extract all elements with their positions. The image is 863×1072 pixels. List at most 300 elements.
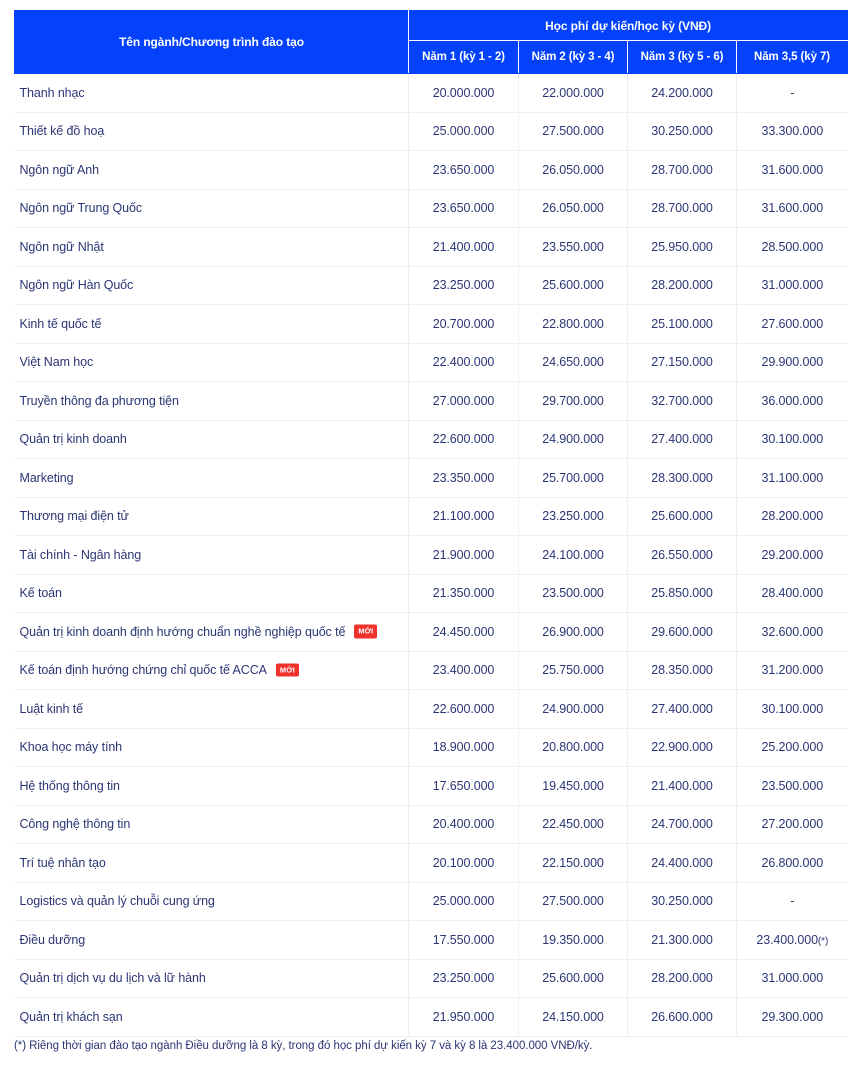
fee-year-3-5-cell xyxy=(737,921,848,960)
fee-year-3-5-cell xyxy=(737,882,848,921)
fee-year-2-cell xyxy=(519,343,628,382)
fee-year-3-cell xyxy=(628,651,737,690)
program-name-cell xyxy=(15,574,409,613)
fee-value: 31.200.000 xyxy=(761,663,824,678)
program-name-label: Ngôn ngữ Nhật xyxy=(19,239,104,254)
program-name-label: Thương mại điện tử xyxy=(19,509,129,524)
program-name-cell xyxy=(15,536,409,575)
program-name-cell xyxy=(15,844,409,883)
fee-year-3-5-cell xyxy=(737,420,848,459)
fee-year-2-cell xyxy=(519,266,628,305)
fee-year-3-5-cell xyxy=(737,228,848,267)
program-name-label: Tài chính - Ngân hàng xyxy=(19,547,142,562)
fee-value: 29.900.000 xyxy=(761,355,824,370)
program-name-wrapper xyxy=(20,663,409,677)
program-name-cell xyxy=(15,805,409,844)
fee-value: 24.650.000 xyxy=(542,355,604,370)
table-row xyxy=(15,574,848,613)
fee-value: 26.900.000 xyxy=(542,624,604,639)
fee-value: 22.450.000 xyxy=(542,817,604,832)
fee-year-1-cell xyxy=(409,497,519,536)
fee-year-1-cell xyxy=(409,305,519,344)
fee-year-3-5-cell xyxy=(737,382,848,421)
program-name-cell xyxy=(15,382,409,421)
table-row xyxy=(15,497,848,536)
fee-year-1-cell xyxy=(409,921,519,960)
fee-year-3-5-cell xyxy=(737,767,848,806)
fee-year-3-5-cell xyxy=(737,112,848,151)
fee-value: 25.200.000 xyxy=(761,740,824,755)
fee-year-1-cell xyxy=(409,767,519,806)
table-row xyxy=(15,690,848,729)
program-name-wrapper xyxy=(20,355,409,369)
fee-year-3-5-cell xyxy=(737,651,848,690)
header-year-2: Năm 2 (kỳ 3 - 4) xyxy=(519,41,628,74)
fee-value: 27.200.000 xyxy=(761,817,824,832)
fee-year-3-5-cell xyxy=(737,805,848,844)
program-name-wrapper xyxy=(20,702,409,716)
fee-year-3-cell xyxy=(628,382,737,421)
fee-year-1-cell xyxy=(409,882,519,921)
program-name-cell xyxy=(15,921,409,960)
fee-value: 24.900.000 xyxy=(542,432,604,447)
fee-value: 23.250.000 xyxy=(432,278,495,293)
fee-year-2-cell xyxy=(519,805,628,844)
fee-year-3-cell xyxy=(628,459,737,498)
fee-value: 24.700.000 xyxy=(651,817,713,832)
fee-year-3-cell xyxy=(628,343,737,382)
fee-value: 23.250.000 xyxy=(542,509,604,524)
fee-year-1-cell xyxy=(409,382,519,421)
fee-year-3-cell xyxy=(628,228,737,267)
fee-value: 28.400.000 xyxy=(761,586,824,601)
program-name-label: Việt Nam học xyxy=(19,355,94,370)
fee-year-1-cell xyxy=(409,112,519,151)
fee-year-3-cell xyxy=(628,728,737,767)
fee-year-3-5-cell xyxy=(737,266,848,305)
fee-year-2-cell xyxy=(519,651,628,690)
fee-year-1-cell xyxy=(409,574,519,613)
table-row xyxy=(15,151,848,190)
fee-year-1-cell xyxy=(409,536,519,575)
program-name-label: Thiết kế đồ hoạ xyxy=(19,124,105,139)
program-name-cell xyxy=(15,112,409,151)
fee-year-2-cell xyxy=(519,767,628,806)
fee-year-3-5-cell xyxy=(737,998,848,1037)
program-name-cell xyxy=(15,690,409,729)
fee-year-2-cell xyxy=(519,459,628,498)
program-name-cell xyxy=(15,74,409,113)
table-row xyxy=(15,728,848,767)
fee-year-3-cell xyxy=(628,420,737,459)
table-row xyxy=(15,74,848,113)
fee-value: 23.650.000 xyxy=(432,201,495,216)
program-name-wrapper xyxy=(20,471,409,485)
fee-value: 28.500.000 xyxy=(761,239,824,254)
fee-year-3-cell xyxy=(628,998,737,1037)
program-name-wrapper xyxy=(20,856,409,870)
fee-year-3-5-cell xyxy=(737,343,848,382)
fee-year-3-cell xyxy=(628,497,737,536)
fee-value: 22.150.000 xyxy=(542,855,604,870)
program-name-wrapper xyxy=(20,509,409,523)
table-row xyxy=(15,459,848,498)
program-name-label: Quản trị kinh doanh xyxy=(19,432,127,447)
fee-value: 26.800.000 xyxy=(761,855,824,870)
fee-year-2-cell xyxy=(519,112,628,151)
fee-year-2-cell xyxy=(519,844,628,883)
fee-value: 31.100.000 xyxy=(761,470,824,485)
fee-year-1-cell xyxy=(409,959,519,998)
fee-year-3-5-cell xyxy=(737,189,848,228)
fee-year-3-5-cell xyxy=(737,959,848,998)
program-name-cell xyxy=(15,882,409,921)
fee-value: 30.100.000 xyxy=(761,432,824,447)
fee-value: 25.000.000 xyxy=(432,124,495,139)
program-name-wrapper xyxy=(20,1010,409,1024)
fee-value: 30.250.000 xyxy=(651,894,713,909)
fee-year-3-5-cell xyxy=(737,613,848,652)
program-name-label: Marketing xyxy=(19,470,74,485)
fee-year-1-cell xyxy=(409,266,519,305)
new-badge: MỚI xyxy=(354,625,377,639)
table-row xyxy=(15,266,848,305)
header-row-group xyxy=(15,11,848,41)
table-row xyxy=(15,767,848,806)
table-body xyxy=(15,74,848,1037)
fee-value: 25.700.000 xyxy=(542,470,604,485)
program-name-wrapper xyxy=(20,86,409,100)
program-name-wrapper xyxy=(20,779,409,793)
fee-value: 18.900.000 xyxy=(432,740,495,755)
fee-value: 29.200.000 xyxy=(761,547,824,562)
fee-value: 25.600.000 xyxy=(651,509,713,524)
fee-year-1-cell xyxy=(409,151,519,190)
fee-year-3-cell xyxy=(628,805,737,844)
program-name-cell xyxy=(15,343,409,382)
fee-year-2-cell xyxy=(519,189,628,228)
header-year-3-5: Năm 3,5 (kỳ 7) xyxy=(737,41,848,74)
header-program-name: Tên ngành/Chương trình đào tạo xyxy=(15,11,409,74)
fee-year-2-cell xyxy=(519,690,628,729)
fee-year-3-cell xyxy=(628,574,737,613)
fee-value: 21.350.000 xyxy=(432,586,495,601)
footnote: (*) Riêng thời gian đào tạo ngành Điều dưỡng là 8 kỳ, trong đó học phí dự kiến kỳ 7 và kỳ 8 là 23.400.000 VNĐ/kỳ. xyxy=(14,1040,593,1052)
fee-year-2-cell xyxy=(519,497,628,536)
program-name-wrapper xyxy=(20,124,409,138)
fee-year-1-cell xyxy=(409,651,519,690)
header-year-1: Năm 1 (kỳ 1 - 2) xyxy=(409,41,519,74)
fee-year-3-cell xyxy=(628,844,737,883)
fee-year-1-cell xyxy=(409,343,519,382)
fee-value: 28.300.000 xyxy=(651,470,713,485)
fee-year-2-cell xyxy=(519,151,628,190)
fee-year-1-cell xyxy=(409,74,519,113)
fee-year-3-5-cell xyxy=(737,690,848,729)
program-name-cell xyxy=(15,151,409,190)
fee-value: 26.050.000 xyxy=(542,201,604,216)
fee-value: 23.400.000 xyxy=(756,932,818,947)
program-name-label: Công nghệ thông tin xyxy=(19,817,131,832)
header-year-3: Năm 3 (kỳ 5 - 6) xyxy=(628,41,737,74)
fee-value: 23.650.000 xyxy=(432,162,495,177)
program-name-label: Ngôn ngữ Trung Quốc xyxy=(19,201,143,216)
fee-year-2-cell xyxy=(519,921,628,960)
fee-value: 28.700.000 xyxy=(651,201,713,216)
table-row xyxy=(15,420,848,459)
fee-year-3-cell xyxy=(628,882,737,921)
fee-year-3-5-cell xyxy=(737,459,848,498)
program-name-label: Điều dưỡng xyxy=(19,932,86,947)
program-name-cell xyxy=(15,266,409,305)
program-name-label: Kinh tế quốc tế xyxy=(19,316,102,331)
program-name-wrapper xyxy=(20,240,409,254)
program-name-wrapper xyxy=(20,201,409,215)
fee-value: 20.700.000 xyxy=(432,316,495,331)
fee-value: 23.500.000 xyxy=(542,586,604,601)
table-row xyxy=(15,921,848,960)
fee-year-2-cell xyxy=(519,998,628,1037)
program-name-label: Kế toán định hướng chứng chỉ quốc tế ACCA xyxy=(19,663,267,678)
program-name-wrapper xyxy=(20,548,409,562)
fee-value: 27.150.000 xyxy=(651,355,713,370)
program-name-label: Quản trị kinh doanh định hướng chuẩn nghề nghiệp quốc tế xyxy=(19,624,346,639)
fee-value: 21.300.000 xyxy=(651,932,713,947)
fee-year-2-cell xyxy=(519,536,628,575)
program-name-wrapper xyxy=(20,432,409,446)
program-name-label: Kế toán xyxy=(19,586,62,601)
program-name-label: Truyền thông đa phương tiện xyxy=(19,393,179,408)
program-name-wrapper xyxy=(20,278,409,292)
program-name-cell xyxy=(15,459,409,498)
fee-value: 25.000.000 xyxy=(432,894,495,909)
fee-value: 25.850.000 xyxy=(651,586,713,601)
program-name-label: Luật kinh tế xyxy=(19,701,83,716)
fee-year-1-cell xyxy=(409,844,519,883)
fee-year-2-cell xyxy=(519,228,628,267)
table-row xyxy=(15,613,848,652)
fee-year-3-cell xyxy=(628,112,737,151)
program-name-wrapper xyxy=(20,625,409,639)
table-row xyxy=(15,844,848,883)
program-name-label: Ngôn ngữ Anh xyxy=(19,162,99,177)
empty-value: - xyxy=(790,894,795,909)
program-name-cell xyxy=(15,998,409,1037)
fee-value: 27.400.000 xyxy=(651,432,713,447)
fee-value: 27.400.000 xyxy=(651,701,713,716)
tuition-fee-table xyxy=(14,10,848,1037)
program-name-wrapper xyxy=(20,971,409,985)
fee-year-3-cell xyxy=(628,305,737,344)
program-name-label: Trí tuệ nhân tạo xyxy=(19,855,106,870)
fee-value: 21.950.000 xyxy=(432,1009,495,1024)
table-row xyxy=(15,189,848,228)
fee-value: 25.600.000 xyxy=(542,278,604,293)
fee-value: 31.600.000 xyxy=(761,162,824,177)
fee-value: 28.200.000 xyxy=(761,509,824,524)
program-name-wrapper xyxy=(20,163,409,177)
fee-value: 22.400.000 xyxy=(432,355,495,370)
fee-value: 31.000.000 xyxy=(761,971,824,986)
fee-year-3-cell xyxy=(628,74,737,113)
fee-value: 22.000.000 xyxy=(542,85,604,100)
fee-value: 26.550.000 xyxy=(651,547,713,562)
fee-year-2-cell xyxy=(519,74,628,113)
fee-year-1-cell xyxy=(409,728,519,767)
fee-value: 23.500.000 xyxy=(761,778,824,793)
program-name-label: Quản trị dịch vụ du lịch và lữ hành xyxy=(19,971,206,986)
fee-year-3-cell xyxy=(628,959,737,998)
fee-year-1-cell xyxy=(409,998,519,1037)
program-name-label: Thanh nhạc xyxy=(19,85,85,100)
fee-year-3-cell xyxy=(628,189,737,228)
fee-value: 36.000.000 xyxy=(761,393,824,408)
fee-year-3-cell xyxy=(628,536,737,575)
table-row xyxy=(15,998,848,1037)
fee-value: 20.100.000 xyxy=(432,855,495,870)
fee-year-3-cell xyxy=(628,266,737,305)
fee-value: 31.600.000 xyxy=(761,201,824,216)
program-name-cell xyxy=(15,613,409,652)
fee-value: 19.350.000 xyxy=(542,932,604,947)
fee-value: 31.000.000 xyxy=(761,278,824,293)
fee-year-3-5-cell xyxy=(737,728,848,767)
table-row xyxy=(15,305,848,344)
fee-year-3-cell xyxy=(628,151,737,190)
fee-year-2-cell xyxy=(519,882,628,921)
fee-year-2-cell xyxy=(519,420,628,459)
program-name-wrapper xyxy=(20,317,409,331)
fee-year-2-cell xyxy=(519,305,628,344)
fee-year-3-5-cell xyxy=(737,305,848,344)
table-row xyxy=(15,882,848,921)
table-row xyxy=(15,536,848,575)
program-name-wrapper xyxy=(20,817,409,831)
fee-year-2-cell xyxy=(519,382,628,421)
fee-year-3-cell xyxy=(628,921,737,960)
fee-value: 21.900.000 xyxy=(432,547,495,562)
new-badge: MỚI xyxy=(276,663,299,677)
fee-value: 30.100.000 xyxy=(761,701,824,716)
fee-value: 33.300.000 xyxy=(761,124,824,139)
fee-year-3-5-cell xyxy=(737,74,848,113)
fee-value: 30.250.000 xyxy=(651,124,713,139)
fee-year-1-cell xyxy=(409,690,519,729)
fee-value: 23.350.000 xyxy=(432,470,495,485)
fee-year-1-cell xyxy=(409,805,519,844)
header-tuition-group: Học phí dự kiến/học kỳ (VNĐ) xyxy=(409,11,848,41)
fee-value: 28.200.000 xyxy=(651,278,713,293)
fee-value: 22.800.000 xyxy=(542,316,604,331)
fee-value: 25.750.000 xyxy=(542,663,604,678)
table-header xyxy=(15,11,848,74)
table-row xyxy=(15,805,848,844)
program-name-cell xyxy=(15,959,409,998)
fee-year-3-5-cell xyxy=(737,151,848,190)
fee-value: 26.600.000 xyxy=(651,1009,713,1024)
footnote-marker: (*) xyxy=(817,935,829,947)
fee-value: 24.150.000 xyxy=(542,1009,604,1024)
program-name-cell xyxy=(15,189,409,228)
fee-value: 29.300.000 xyxy=(761,1009,824,1024)
fee-value: 27.600.000 xyxy=(761,316,824,331)
fee-value: 20.800.000 xyxy=(542,740,604,755)
fee-value: 23.550.000 xyxy=(542,239,604,254)
fee-value: 22.600.000 xyxy=(432,432,495,447)
program-name-cell xyxy=(15,651,409,690)
fee-year-3-5-cell xyxy=(737,844,848,883)
fee-value: 28.700.000 xyxy=(651,162,713,177)
table-row xyxy=(15,228,848,267)
fee-value: 23.400.000 xyxy=(432,663,495,678)
fee-year-3-cell xyxy=(628,613,737,652)
fee-year-3-5-cell xyxy=(737,574,848,613)
fee-value: 25.600.000 xyxy=(542,971,604,986)
fee-value: 17.550.000 xyxy=(432,932,495,947)
program-name-wrapper xyxy=(20,394,409,408)
fee-value: 17.650.000 xyxy=(432,778,495,793)
fee-value: 21.400.000 xyxy=(651,778,713,793)
fee-value: 24.400.000 xyxy=(651,855,713,870)
fee-value: 22.900.000 xyxy=(651,740,713,755)
fee-value: 32.600.000 xyxy=(761,624,824,639)
program-name-cell xyxy=(15,228,409,267)
fee-value: 20.400.000 xyxy=(432,817,495,832)
fee-value: 24.100.000 xyxy=(542,547,604,562)
fee-value: 32.700.000 xyxy=(651,393,713,408)
fee-year-3-5-cell xyxy=(737,536,848,575)
fee-value: 29.700.000 xyxy=(542,393,604,408)
fee-value: 20.000.000 xyxy=(432,85,495,100)
fee-year-1-cell xyxy=(409,189,519,228)
fee-value: 27.500.000 xyxy=(542,894,604,909)
fee-year-2-cell xyxy=(519,728,628,767)
fee-value: 21.400.000 xyxy=(432,239,495,254)
table-row xyxy=(15,651,848,690)
fee-value: 27.000.000 xyxy=(432,393,495,408)
fee-value: 28.350.000 xyxy=(651,663,713,678)
program-name-label: Quản trị khách sạn xyxy=(19,1009,123,1024)
table-row xyxy=(15,343,848,382)
program-name-wrapper xyxy=(20,586,409,600)
program-name-cell xyxy=(15,497,409,536)
fee-value: 29.600.000 xyxy=(651,624,713,639)
fee-value: 24.450.000 xyxy=(432,624,495,639)
fee-value: 21.100.000 xyxy=(432,509,495,524)
program-name-cell xyxy=(15,767,409,806)
fee-year-2-cell xyxy=(519,959,628,998)
fee-year-1-cell xyxy=(409,459,519,498)
fee-year-2-cell xyxy=(519,574,628,613)
fee-year-1-cell xyxy=(409,613,519,652)
program-name-wrapper xyxy=(20,933,409,947)
fee-year-3-cell xyxy=(628,690,737,729)
program-name-cell xyxy=(15,420,409,459)
table-row xyxy=(15,959,848,998)
fee-value: 23.250.000 xyxy=(432,971,495,986)
fee-value: 22.600.000 xyxy=(432,701,495,716)
fee-value: 24.900.000 xyxy=(542,701,604,716)
program-name-label: Hệ thống thông tin xyxy=(19,778,120,793)
fee-value: 25.950.000 xyxy=(651,239,713,254)
fee-value: 28.200.000 xyxy=(651,971,713,986)
program-name-cell xyxy=(15,728,409,767)
program-name-cell xyxy=(15,305,409,344)
program-name-wrapper xyxy=(20,894,409,908)
fee-year-1-cell xyxy=(409,420,519,459)
program-name-label: Logistics và quản lý chuỗi cung ứng xyxy=(19,894,215,909)
empty-value: - xyxy=(790,85,795,100)
